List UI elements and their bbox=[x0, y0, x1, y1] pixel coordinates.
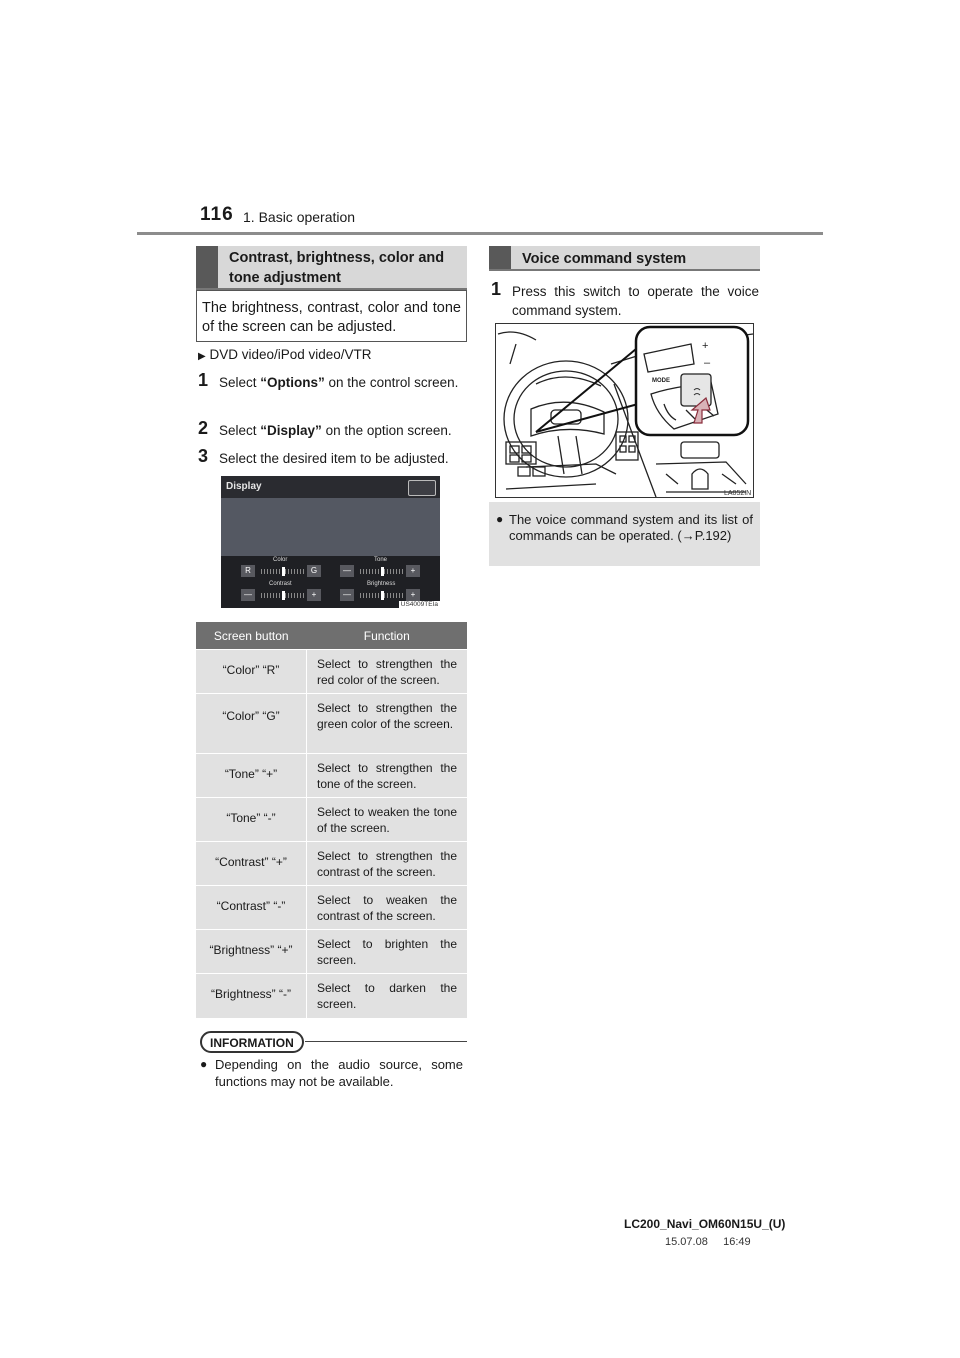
step-3 bbox=[198, 446, 466, 468]
steering-wheel-drawing bbox=[496, 324, 753, 497]
table-cell-button: “Tone” “+” bbox=[196, 754, 307, 798]
minus-label: – bbox=[704, 357, 711, 369]
color-label: Color bbox=[273, 557, 288, 563]
color-r-button: R bbox=[241, 565, 255, 577]
step-number: 2 bbox=[198, 418, 209, 438]
section-heading-voice bbox=[489, 246, 760, 271]
table-cell-button: “Tone” “-” bbox=[196, 798, 307, 842]
color-thumb bbox=[282, 567, 285, 576]
information-text: Depending on the audio source, some functions may not be available. bbox=[215, 1057, 463, 1089]
brightness-minus-button: — bbox=[340, 589, 354, 601]
footer-model: LC200_Navi_OM60N15U_(U) bbox=[624, 1217, 786, 1231]
section-heading-adjustment bbox=[196, 246, 467, 290]
section-heading-text: Voice command system bbox=[522, 251, 687, 267]
table-cell-button: “Color” “R” bbox=[196, 650, 307, 694]
table-row bbox=[196, 930, 467, 974]
brightness-thumb bbox=[381, 591, 384, 600]
step-text: Select the desired item to be adjusted. bbox=[219, 451, 449, 466]
table-cell-function: Select to darken the screen. bbox=[307, 974, 468, 1018]
voice-step-1 bbox=[491, 279, 759, 319]
step-text-pre: Select bbox=[219, 423, 261, 438]
tone-thumb bbox=[381, 567, 384, 576]
table-cell-function: Select to weaken the tone of the screen. bbox=[307, 798, 468, 842]
information-note bbox=[200, 1056, 463, 1090]
source-line-text: DVD video/iPod video/VTR bbox=[209, 347, 372, 362]
table-row bbox=[196, 694, 467, 754]
tone-label: Tone bbox=[374, 557, 388, 563]
step-1 bbox=[198, 370, 466, 410]
table-header-row bbox=[196, 622, 467, 650]
display-label: “Display” bbox=[260, 423, 322, 438]
table-cell-function: Select to strengthen the green color of the screen. bbox=[307, 694, 468, 754]
footer-timestamp: 15.07.08 16:49 bbox=[665, 1236, 751, 1248]
information-rule bbox=[305, 1041, 467, 1042]
color-g-button: G bbox=[307, 565, 321, 577]
options-label: “Options” bbox=[260, 375, 325, 390]
voice-note-text: The voice command system and its list of commands can be operated. (→P.192) bbox=[509, 512, 753, 543]
triangle-bullet-icon: ▶ bbox=[198, 351, 206, 362]
step-number: 1 bbox=[198, 370, 209, 390]
step-number: 1 bbox=[491, 279, 502, 299]
steering-switch-illustration bbox=[495, 323, 754, 498]
display-title: Display bbox=[226, 481, 262, 492]
circle-bullet-icon: ● bbox=[200, 1057, 208, 1071]
display-screen-illustration bbox=[221, 476, 440, 608]
table-cell-function: Select to brighten the screen. bbox=[307, 930, 468, 974]
header-divider bbox=[137, 232, 823, 235]
step-text: Press this switch to operate the voice command system. bbox=[512, 284, 759, 318]
table-cell-button: “Brightness” “-” bbox=[196, 974, 307, 1018]
header-function: Function bbox=[307, 622, 468, 650]
table-row bbox=[196, 974, 467, 1018]
table-cell-button: “Contrast” “-” bbox=[196, 886, 307, 930]
step-text bbox=[219, 373, 466, 392]
step-text-post: on the option screen. bbox=[321, 423, 452, 438]
step-text bbox=[219, 421, 466, 440]
table-cell-function: Select to strengthen the tone of the screen. bbox=[307, 754, 468, 798]
contrast-label: Contrast bbox=[269, 581, 292, 587]
intro-box: The brightness, contrast, color and tone of the screen can be adjusted. bbox=[196, 290, 467, 342]
table-row bbox=[196, 798, 467, 842]
page-number: 116 bbox=[200, 204, 234, 225]
step-2 bbox=[198, 418, 466, 440]
section-heading-bar bbox=[489, 246, 511, 269]
image-code: US4009TEIa bbox=[400, 601, 438, 608]
table-cell-function: Select to strengthen the red color of the screen. bbox=[307, 650, 468, 694]
brightness-label: Brightness bbox=[367, 581, 396, 587]
chapter-title: 1. Basic operation bbox=[243, 209, 356, 225]
tone-plus-button: + bbox=[406, 565, 420, 577]
mode-label: MODE bbox=[652, 378, 670, 384]
step-number: 3 bbox=[198, 446, 209, 466]
brightness-plus-button: + bbox=[406, 589, 420, 601]
table-row bbox=[196, 650, 467, 694]
table-row bbox=[196, 754, 467, 798]
back-icon bbox=[408, 480, 436, 496]
table-cell-button: “Brightness” “+” bbox=[196, 930, 307, 974]
voice-note-box bbox=[489, 502, 760, 566]
table-cell-function: Select to weaken the contrast of the screen. bbox=[307, 886, 468, 930]
tone-minus-button: — bbox=[340, 565, 354, 577]
contrast-minus-button: — bbox=[241, 589, 255, 601]
contrast-thumb bbox=[282, 591, 285, 600]
table-row bbox=[196, 886, 467, 930]
step-text-post: on the control screen. bbox=[324, 375, 459, 390]
section-heading-bar bbox=[196, 246, 218, 288]
screen-button-table bbox=[196, 622, 467, 1018]
table-row bbox=[196, 842, 467, 886]
circle-bullet-icon: ● bbox=[496, 512, 504, 526]
information-label: INFORMATION bbox=[200, 1031, 304, 1053]
plus-label: + bbox=[702, 340, 709, 352]
image-code: LA052IN bbox=[724, 490, 752, 497]
table-cell-button: “Color” “G” bbox=[196, 694, 307, 754]
step-text-pre: Select bbox=[219, 375, 261, 390]
table-cell-button: “Contrast” “+” bbox=[196, 842, 307, 886]
header-screen-button: Screen button bbox=[196, 622, 307, 650]
contrast-plus-button: + bbox=[307, 589, 321, 601]
section-heading-text: Contrast, brightness, color and tone adjustment bbox=[229, 250, 445, 286]
table-cell-function: Select to strengthen the contrast of the screen. bbox=[307, 842, 468, 886]
source-line bbox=[198, 345, 372, 366]
